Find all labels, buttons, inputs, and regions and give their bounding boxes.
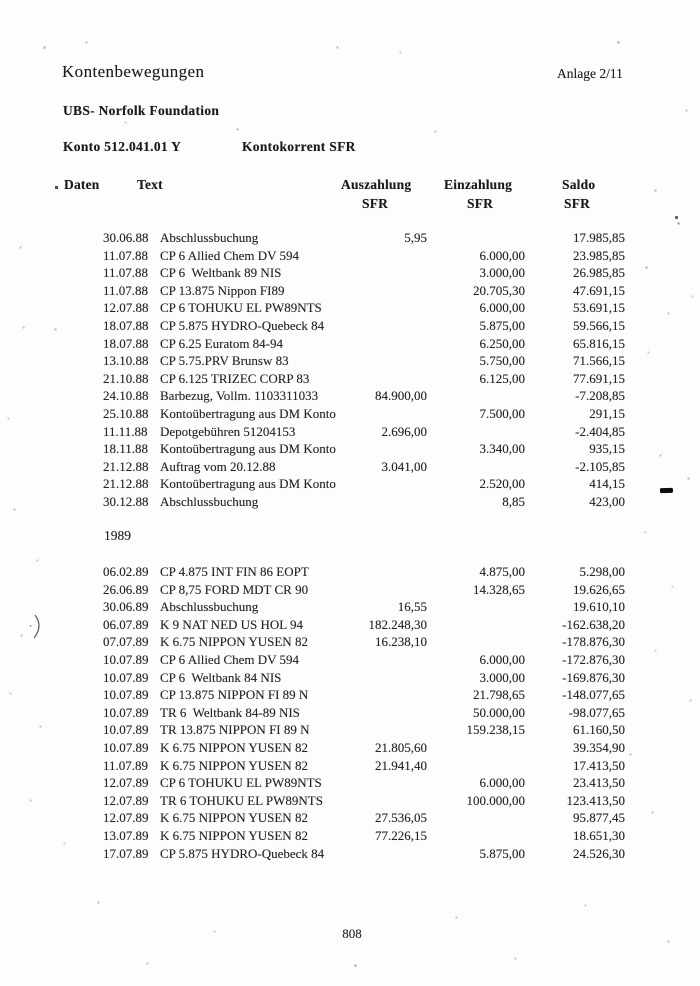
cell-date: 18.07.88 bbox=[103, 335, 149, 351]
cell-text: CP 6 Weltbank 89 NIS bbox=[160, 265, 282, 281]
table-row bbox=[103, 317, 628, 335]
cell-saldo: 77.691,15 bbox=[573, 370, 625, 386]
cell-date: 12.07.88 bbox=[103, 300, 149, 316]
cell-saldo: 5.298,00 bbox=[579, 564, 625, 579]
table-row bbox=[103, 721, 628, 739]
cell-ein: 6.000,00 bbox=[479, 651, 525, 667]
cell-date: 13.07.89 bbox=[103, 827, 149, 843]
cell-text: K 6.75 NIPPON YUSEN 82 bbox=[160, 739, 308, 755]
cell-ein: 6.000,00 bbox=[479, 300, 525, 316]
cell-ein: 4.875,00 bbox=[479, 564, 525, 579]
table-row bbox=[103, 704, 628, 722]
table-row bbox=[103, 827, 628, 845]
table-row bbox=[103, 845, 628, 863]
cell-aus: 27.536,05 bbox=[375, 810, 427, 826]
table-row bbox=[103, 616, 628, 634]
cell-aus: 3.041,00 bbox=[381, 458, 427, 474]
cell-saldo: 935,15 bbox=[589, 441, 625, 457]
currency-label-balance: SFR bbox=[564, 196, 591, 211]
transactions-1988 bbox=[103, 229, 628, 511]
cell-saldo: 19.626,65 bbox=[573, 581, 625, 597]
cell-text: K 6.75 NIPPON YUSEN 82 bbox=[160, 810, 308, 826]
cell-ein: 3.340,00 bbox=[479, 441, 525, 457]
cell-text: CP 6 Allied Chem DV 594 bbox=[160, 651, 300, 667]
cell-saldo: 65.816,15 bbox=[573, 335, 625, 351]
cell-ein: 6.125,00 bbox=[479, 370, 525, 386]
cell-date: 21.10.88 bbox=[103, 370, 149, 386]
cell-ein: 6.000,00 bbox=[479, 775, 525, 791]
cell-text: CP 6.25 Euratom 84-94 bbox=[160, 335, 284, 351]
table-row bbox=[103, 739, 628, 757]
cell-saldo: -2.105,85 bbox=[575, 458, 625, 474]
table-row bbox=[103, 405, 628, 423]
cell-ein: 50.000,00 bbox=[473, 704, 525, 720]
cell-aus: 16,55 bbox=[397, 599, 427, 615]
cell-saldo: 95.877,45 bbox=[573, 810, 625, 826]
table-row bbox=[103, 352, 628, 370]
cell-date: 11.07.88 bbox=[103, 265, 149, 281]
cell-ein: 159.238,15 bbox=[466, 722, 525, 738]
page-number: 808 bbox=[342, 926, 362, 941]
table-row bbox=[103, 809, 628, 827]
cell-aus: 77.226,15 bbox=[375, 827, 427, 843]
cell-date: 10.07.89 bbox=[103, 687, 149, 703]
cell-saldo: 19.610,10 bbox=[573, 599, 625, 615]
table-row bbox=[103, 633, 628, 651]
table-row bbox=[103, 335, 628, 353]
cell-date: 24.10.88 bbox=[103, 388, 149, 404]
cell-text: CP 13.875 Nippon FI89 bbox=[160, 282, 285, 298]
table-row bbox=[103, 493, 628, 511]
cell-ein: 14.328,65 bbox=[473, 581, 525, 597]
cell-date: 11.07.88 bbox=[103, 247, 149, 263]
cell-text: Abschlussbuchung bbox=[160, 599, 259, 615]
cell-saldo: 414,15 bbox=[589, 476, 625, 492]
cell-ein: 6.000,00 bbox=[479, 247, 525, 263]
currency-label-withdrawal: SFR bbox=[362, 196, 389, 211]
cell-date: 06.02.89 bbox=[103, 564, 149, 579]
cell-saldo: 59.566,15 bbox=[573, 317, 625, 333]
cell-text: CP 5.875 HYDRO-Quebeck 84 bbox=[160, 317, 325, 333]
table-row bbox=[103, 370, 628, 388]
column-header-text: Text bbox=[137, 177, 163, 192]
cell-date: 26.06.89 bbox=[103, 581, 149, 597]
table-row bbox=[103, 581, 628, 599]
cell-text: CP 6 TOHUKU EL PW89NTS bbox=[160, 775, 322, 791]
table-row bbox=[103, 792, 628, 810]
cell-date: 11.07.89 bbox=[103, 757, 149, 773]
cell-ein: 3.000,00 bbox=[479, 669, 525, 685]
cell-text: Depotgebühren 51204153 bbox=[160, 423, 296, 439]
cell-saldo: 291,15 bbox=[589, 405, 625, 421]
cell-saldo: 17.413,50 bbox=[573, 757, 625, 773]
annex-label: Anlage 2/11 bbox=[557, 66, 623, 81]
cell-text: Kontoübertragung aus DM Konto bbox=[160, 441, 336, 457]
cell-text: K 6.75 NIPPON YUSEN 82 bbox=[160, 634, 308, 650]
table-row bbox=[103, 440, 628, 458]
table-row bbox=[103, 282, 628, 300]
column-header-balance: Saldo bbox=[562, 177, 596, 192]
cell-date: 12.07.89 bbox=[103, 792, 149, 808]
cell-saldo: 17.985,85 bbox=[573, 230, 625, 245]
cell-ein: 6.250,00 bbox=[479, 335, 525, 351]
cell-text: K 9 NAT NED US HOL 94 bbox=[160, 616, 303, 632]
cell-ein: 2.520,00 bbox=[479, 476, 525, 492]
cell-date: 18.11.88 bbox=[103, 441, 149, 457]
cell-saldo: 47.691,15 bbox=[573, 282, 625, 298]
table-row bbox=[103, 475, 628, 493]
account-holder: UBS- Norfolk Foundation bbox=[63, 103, 220, 118]
cell-text: TR 13.875 NIPPON FI 89 N bbox=[160, 722, 310, 738]
cell-text: CP 6 Weltbank 84 NIS bbox=[160, 669, 282, 685]
cell-date: 07.07.89 bbox=[103, 634, 149, 650]
cell-ein: 20.705,30 bbox=[473, 282, 525, 298]
cell-text: CP 5.75.PRV Brunsw 83 bbox=[160, 353, 289, 369]
cell-text: Auftrag vom 20.12.88 bbox=[160, 458, 276, 474]
cell-date: 10.07.89 bbox=[103, 651, 149, 667]
table-row bbox=[103, 423, 628, 441]
table-row bbox=[103, 774, 628, 792]
account-type: Kontokorrent SFR bbox=[242, 139, 356, 154]
page-title: Kontenbewegungen bbox=[62, 62, 205, 81]
cell-saldo: 53.691,15 bbox=[573, 300, 625, 316]
cell-date: 06.07.89 bbox=[103, 616, 149, 632]
table-row bbox=[103, 651, 628, 669]
cell-saldo: 18.651,30 bbox=[573, 827, 625, 843]
cell-date: 25.10.88 bbox=[103, 405, 149, 421]
table-row bbox=[103, 247, 628, 265]
cell-text: Kontoübertragung aus DM Konto bbox=[160, 405, 336, 421]
cell-text: CP 4.875 INT FIN 86 EOPT bbox=[160, 564, 309, 579]
cell-saldo: -162.638,20 bbox=[562, 616, 625, 632]
cell-ein: 3.000,00 bbox=[479, 265, 525, 281]
cell-date: 30.06.89 bbox=[103, 599, 149, 615]
cell-aus: 21.805,60 bbox=[375, 739, 427, 755]
cell-ein: 5.875,00 bbox=[479, 317, 525, 333]
cell-saldo: 39.354,90 bbox=[573, 739, 625, 755]
cell-ein: 21.798,65 bbox=[473, 687, 525, 703]
cell-saldo: 23.985,85 bbox=[573, 247, 625, 263]
cell-saldo: -98.077,65 bbox=[568, 704, 625, 720]
cell-text: K 6.75 NIPPON YUSEN 82 bbox=[160, 757, 308, 773]
table-row bbox=[103, 757, 628, 775]
cell-aus: 182.248,30 bbox=[368, 616, 427, 632]
cell-saldo: 423,00 bbox=[589, 493, 625, 509]
cell-ein: 7.500,00 bbox=[479, 405, 525, 421]
cell-aus: 16.238,10 bbox=[375, 634, 427, 650]
cell-text: TR 6 TOHUKU EL PW89NTS bbox=[160, 792, 323, 808]
cell-saldo: 61.160,50 bbox=[573, 722, 625, 738]
cell-saldo: 24.526,30 bbox=[573, 845, 625, 861]
pen-squiggle-artifact bbox=[28, 612, 50, 642]
cell-text: Barbezug, Vollm. 1103311033 bbox=[160, 388, 319, 404]
table-row bbox=[103, 299, 628, 317]
cell-text: K 6.75 NIPPON YUSEN 82 bbox=[160, 827, 308, 843]
cell-date: 30.06.88 bbox=[103, 230, 149, 245]
cell-text: CP 8,75 FORD MDT CR 90 bbox=[160, 581, 309, 597]
cell-date: 30.12.88 bbox=[103, 493, 149, 509]
scan-speckles bbox=[0, 0, 1, 1]
table-row bbox=[103, 598, 628, 616]
cell-date: 21.12.88 bbox=[103, 458, 149, 474]
table-row bbox=[103, 686, 628, 704]
cell-date: 17.07.89 bbox=[103, 845, 149, 861]
cell-saldo: 23.413,50 bbox=[573, 775, 625, 791]
cell-text: CP 6.125 TRIZEC CORP 83 bbox=[160, 370, 310, 386]
cell-text: Kontoübertragung aus DM Konto bbox=[160, 476, 336, 492]
cell-saldo: -7.208,85 bbox=[575, 388, 625, 404]
cell-date: 10.07.89 bbox=[103, 722, 149, 738]
cell-date: 13.10.88 bbox=[103, 353, 149, 369]
cell-ein: 5.750,00 bbox=[479, 353, 525, 369]
cell-text: TR 6 Weltbank 84-89 NIS bbox=[160, 704, 300, 720]
cell-saldo: 71.566,15 bbox=[573, 353, 625, 369]
cell-text: CP 6 TOHUKU EL PW89NTS bbox=[160, 300, 322, 316]
column-header-date: Daten bbox=[64, 177, 100, 192]
ink-dash-artifact bbox=[660, 488, 673, 493]
account-number: Konto 512.041.01 Y bbox=[63, 139, 182, 154]
cell-saldo: 26.985,85 bbox=[573, 265, 625, 281]
table-row bbox=[103, 458, 628, 476]
cell-saldo: -169.876,30 bbox=[562, 669, 625, 685]
cell-text: CP 6 Allied Chem DV 594 bbox=[160, 247, 300, 263]
cell-date: 21.12.88 bbox=[103, 476, 149, 492]
table-row bbox=[103, 229, 628, 247]
cell-date: 18.07.88 bbox=[103, 317, 149, 333]
cell-aus: 21.941,40 bbox=[375, 757, 427, 773]
cell-text: Abschlussbuchung bbox=[160, 493, 259, 509]
cell-saldo: -172.876,30 bbox=[562, 651, 625, 667]
cell-saldo: -178.876,30 bbox=[562, 634, 625, 650]
table-row bbox=[103, 563, 628, 581]
cell-text: CP 13.875 NIPPON FI 89 N bbox=[160, 687, 309, 703]
cell-ein: 8,85 bbox=[502, 493, 525, 509]
cell-saldo: -2.404,85 bbox=[575, 423, 625, 439]
cell-date: 10.07.89 bbox=[103, 739, 149, 755]
cell-saldo: 123.413,50 bbox=[566, 792, 625, 808]
cell-date: 10.07.89 bbox=[103, 704, 149, 720]
year-heading: 1989 bbox=[104, 528, 131, 543]
cell-date: 12.07.89 bbox=[103, 775, 149, 791]
column-header-deposit: Einzahlung bbox=[444, 177, 513, 192]
transactions-1989 bbox=[103, 563, 628, 862]
cell-text: CP 5.875 HYDRO-Quebeck 84 bbox=[160, 845, 325, 861]
cell-ein: 100.000,00 bbox=[466, 792, 525, 808]
table-row bbox=[103, 387, 628, 405]
cell-date: 12.07.89 bbox=[103, 810, 149, 826]
cell-date: 11.07.88 bbox=[103, 282, 149, 298]
table-row bbox=[103, 669, 628, 687]
cell-date: 10.07.89 bbox=[103, 669, 149, 685]
cell-ein: 5.875,00 bbox=[479, 845, 525, 861]
cell-aus: 2.696,00 bbox=[381, 423, 427, 439]
cell-aus: 5,95 bbox=[404, 230, 427, 245]
table-row bbox=[103, 264, 628, 282]
column-header-withdrawal: Auszahlung bbox=[341, 177, 412, 192]
cell-date: 11.11.88 bbox=[103, 423, 148, 439]
cell-saldo: -148.077,65 bbox=[562, 687, 625, 703]
currency-label-deposit: SFR bbox=[467, 196, 494, 211]
cell-text: Abschlussbuchung bbox=[160, 230, 259, 245]
cell-aus: 84.900,00 bbox=[375, 388, 427, 404]
